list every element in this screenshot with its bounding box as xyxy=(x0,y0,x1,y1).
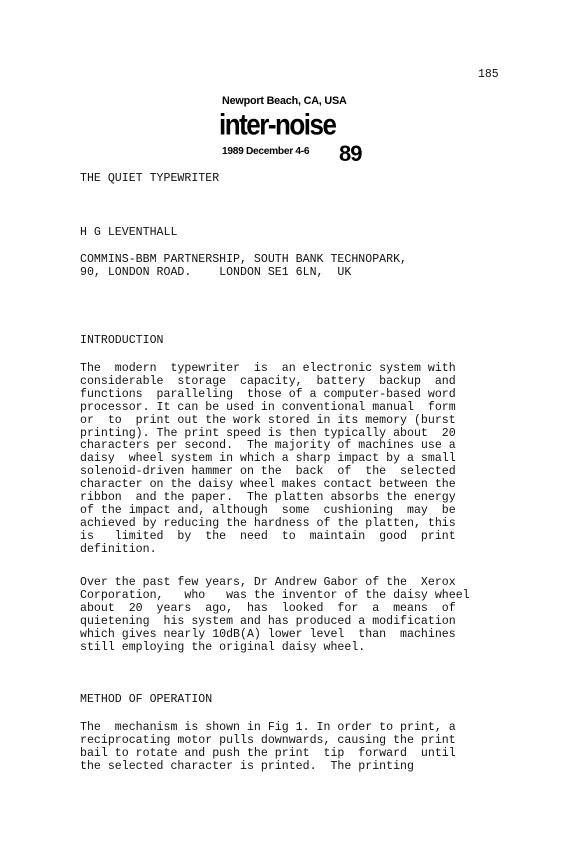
body-paragraph: The modern typewriter is an electronic system with considerable storage capacity, battery backup and functions paralleling those of a computer-based word processor. It can be used in conventional manual form or to print out the work stored in its memory (burst printing). The print speed is then typically about 20 characters per second. The majority of machines use a daisy wheel system in which a sharp impact by a small solenoid-driven hammer on the back of the selected character on the daisy wheel makes contact between the ribbon and the paper. The platten absorbs the energy of the impact and, although some cushioning may be achieved by reducing the hardness of the platten, this is limited by the need to maintain good print definition. xyxy=(80,362,456,556)
conference-dates: 1989 December 4-6 xyxy=(222,146,310,157)
body-paragraph: The mechanism is shown in Fig 1. In order to print, a reciprocating motor pulls downwards, causing the print bail to rotate and push the print tip forward until the selected character is printed. The printing xyxy=(80,721,456,773)
body-paragraph: Over the past few years, Dr Andrew Gabor of the Xerox Corporation, who was the inventor of the daisy wheel about 20 years ago, has looked for a means of quietening his system and has produced a modification which gives nearly 10dB(A) lower level than machines still employing the original daisy wheel. xyxy=(80,576,470,654)
paper-title: THE QUIET TYPEWRITER xyxy=(80,172,220,185)
author-name: H G LEVENTHALL xyxy=(80,226,178,239)
section-heading: METHOD OF OPERATION xyxy=(80,693,213,706)
section-heading: INTRODUCTION xyxy=(80,334,164,347)
author-affiliation: COMMINS-BBM PARTNERSHIP, SOUTH BANK TECHNOPARK, 90, LONDON ROAD. LONDON SE1 6LN, UK xyxy=(80,253,407,279)
page-number: 185 xyxy=(478,68,499,81)
conference-location: Newport Beach, CA, USA xyxy=(222,95,347,107)
conference-year: 89 xyxy=(339,141,362,166)
conference-logo: inter-noise xyxy=(219,107,336,142)
